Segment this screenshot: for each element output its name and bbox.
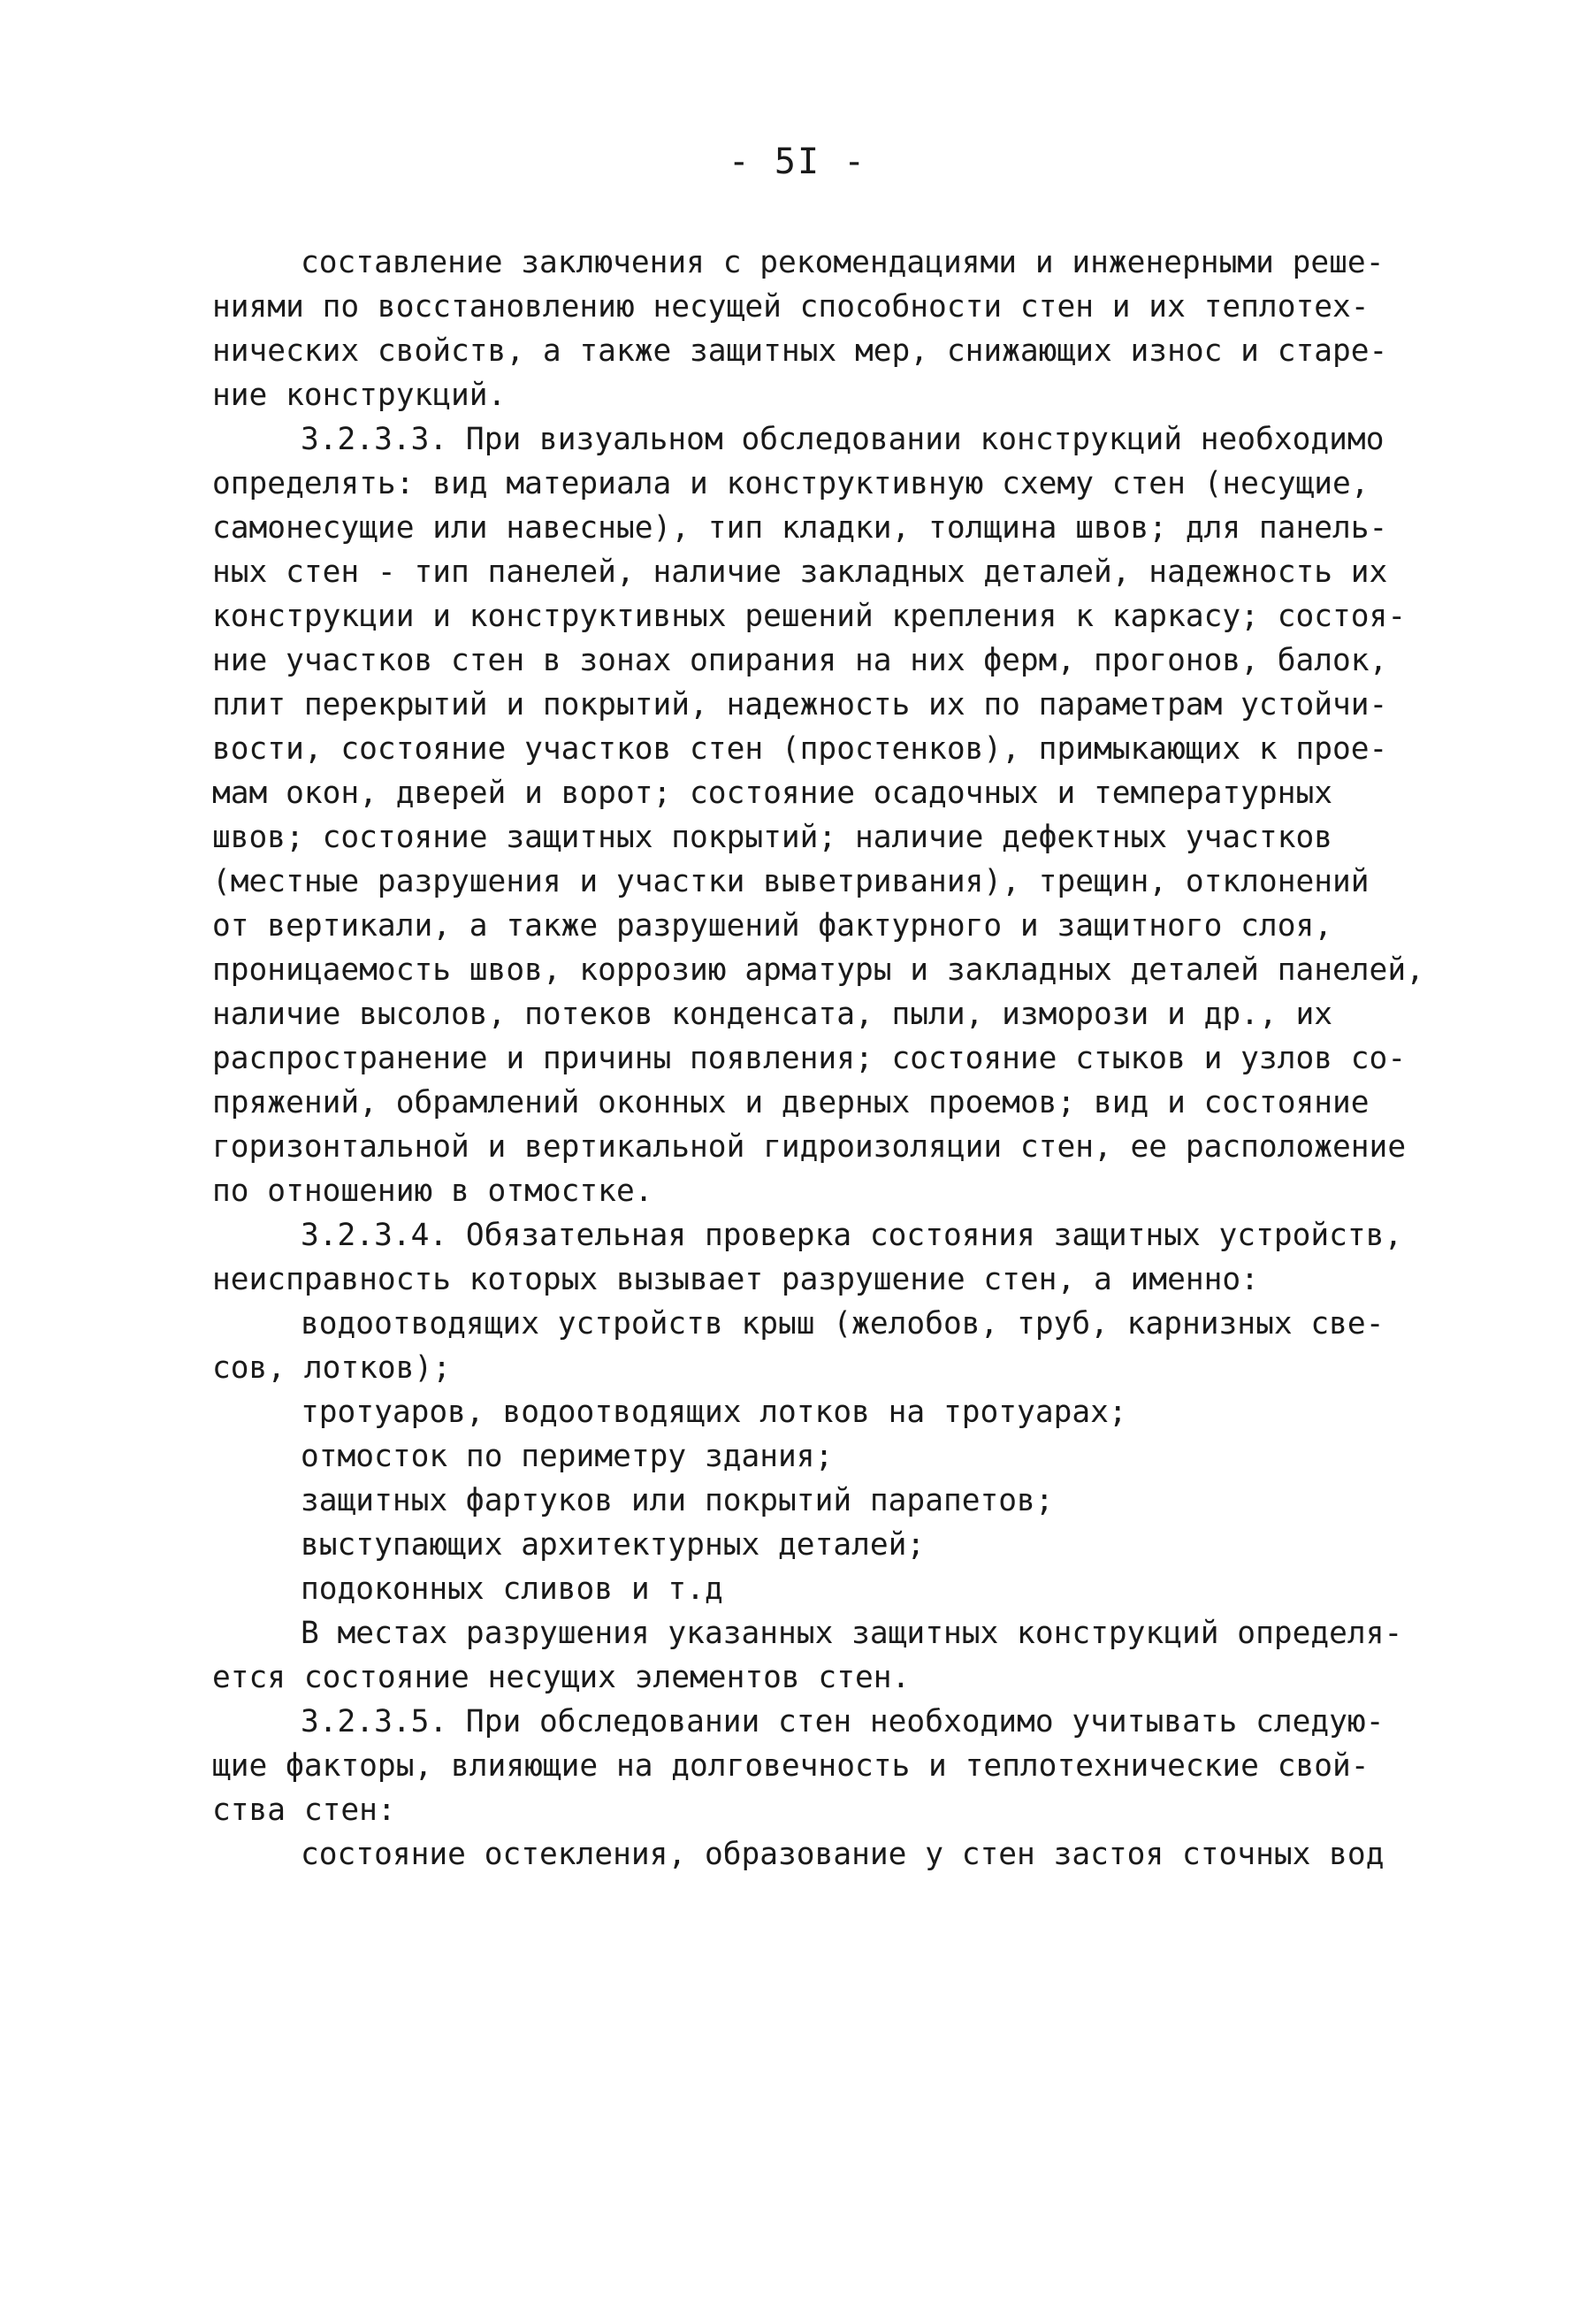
text-line: водоотводящих устройств крыш (желобов, труб, карнизных све- bbox=[301, 1306, 1385, 1342]
text-line: ства стен: bbox=[212, 1793, 396, 1828]
text-line: 3.2.3.3. При визуальном обследовании конструкций необходимо bbox=[301, 422, 1385, 457]
text-line: сов, лотков); bbox=[212, 1350, 452, 1386]
page-number: - 5I - bbox=[728, 141, 867, 182]
text-line: ных стен - тип панелей, наличие закладных деталей, надежность их bbox=[212, 554, 1388, 590]
text-line: ется состояние несущих элементов стен. bbox=[212, 1660, 911, 1695]
text-line: щие факторы, влияющие на долговечность и теплотехнические свой- bbox=[212, 1748, 1370, 1784]
text-line: горизонтальной и вертикальной гидроизоляции стен, ее расположение bbox=[212, 1129, 1407, 1165]
text-line: пряжений, обрамлений оконных и дверных проемов; вид и состояние bbox=[212, 1085, 1370, 1120]
text-line: швов; состояние защитных покрытий; наличие дефектных участков bbox=[212, 820, 1333, 855]
text-line: В местах разрушения указанных защитных конструкций определя- bbox=[301, 1616, 1403, 1651]
text-line: по отношению в отмостке. bbox=[212, 1173, 653, 1209]
text-line: конструкции и конструктивных решений крепления к каркасу; состоя- bbox=[212, 599, 1407, 634]
text-line: подоконных сливов и т.д bbox=[301, 1571, 723, 1607]
text-line: наличие высолов, потеков конденсата, пыли, изморози и др., их bbox=[212, 997, 1333, 1032]
text-line: мам окон, дверей и ворот; состояние осадочных и температурных bbox=[212, 776, 1333, 811]
text-line: ние конструкций. bbox=[212, 378, 507, 413]
body-text bbox=[212, 241, 1424, 1877]
text-line: распространение и причины появления; состояние стыков и узлов со- bbox=[212, 1041, 1407, 1076]
text-line: 3.2.3.5. При обследовании стен необходимо учитывать следую- bbox=[301, 1704, 1385, 1739]
text-line: ниями по восстановлению несущей способности стен и их теплотех- bbox=[212, 289, 1370, 325]
text-line: проницаемость швов, коррозию арматуры и закладных деталей панелей, bbox=[212, 952, 1424, 988]
text-line: плит перекрытий и покрытий, надежность их по параметрам устойчи- bbox=[212, 687, 1388, 722]
text-line: защитных фартуков или покрытий парапетов; bbox=[301, 1483, 1054, 1518]
text-line: отмосток по периметру здания; bbox=[301, 1439, 834, 1474]
text-line: (местные разрушения и участки выветривания), трещин, отклонений bbox=[212, 864, 1370, 899]
text-line: состояние остекления, образование у стен застоя сточных вод bbox=[301, 1837, 1385, 1872]
text-line: ние участков стен в зонах опирания на них ферм, прогонов, балок, bbox=[212, 643, 1388, 678]
text-line: нических свойств, а также защитных мер, снижающих износ и старе- bbox=[212, 333, 1388, 369]
text-line: неисправность которых вызывает разрушение стен, а именно: bbox=[212, 1262, 1259, 1297]
text-line: вости, состояние участков стен (простенков), примыкающих к прое- bbox=[212, 731, 1388, 767]
text-line: от вертикали, а также разрушений фактурного и защитного слоя, bbox=[212, 908, 1333, 944]
text-line: тротуаров, водоотводящих лотков на тротуарах; bbox=[301, 1395, 1127, 1430]
text-line: самонесущие или навесные), тип кладки, толщина швов; для панель- bbox=[212, 510, 1388, 546]
text-line: составление заключения с рекомендациями и инженерными реше- bbox=[301, 245, 1385, 280]
text-line: выступающих архитектурных деталей; bbox=[301, 1527, 926, 1563]
text-line: 3.2.3.4. Обязательная проверка состояния защитных устройств, bbox=[301, 1218, 1403, 1253]
text-line: определять: вид материала и конструктивную схему стен (несущие, bbox=[212, 466, 1370, 501]
